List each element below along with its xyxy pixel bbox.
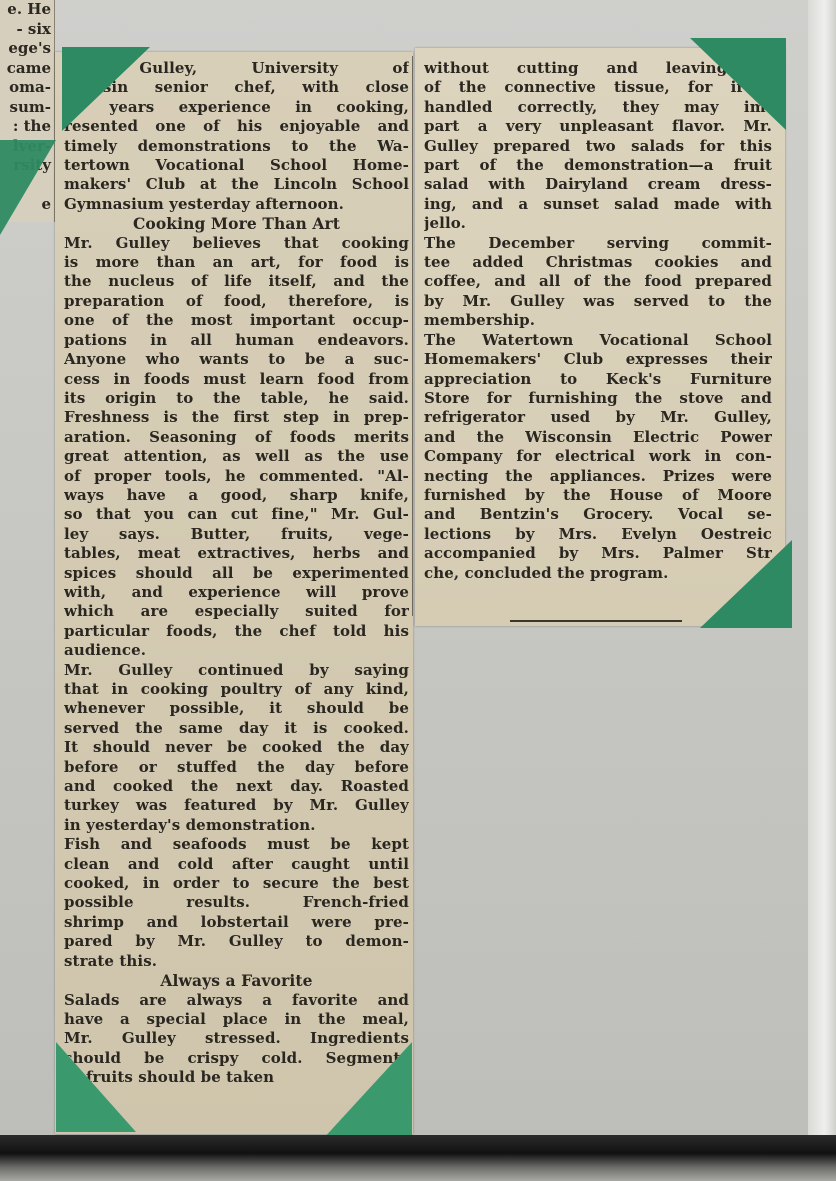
article-text-line: Fish and seafoods must be kept (64, 835, 409, 854)
article-text-line: Mr. Gulley believes that cooking (64, 233, 409, 252)
album-bottom-edge (0, 1135, 836, 1181)
article-text-line: whenever possible, it should be (64, 699, 409, 718)
article-text-line: jello. (424, 214, 466, 233)
article-text-line: that in cooking poultry of any kind, (64, 680, 409, 698)
article-text-line: great attention, as well as the use (64, 447, 409, 466)
article-text-line: cess in foods must learn food from (64, 369, 409, 388)
article-text-line: without cutting and leaving in (424, 59, 772, 77)
article-text-line: is more than an art, for food is (64, 253, 409, 272)
article-text-line: necting the appliances. Prizes were (424, 466, 772, 485)
article-text-line: furnished by the House of Moore (424, 485, 772, 504)
previous-clipping-line: e. He (7, 0, 51, 18)
article-subheading: Cooking More Than Art (132, 214, 341, 234)
previous-clipping-line: : the (12, 117, 51, 135)
article-text-line: The December serving commit- (424, 233, 772, 252)
article-text-line: and Bentzin's Grocery. Vocal se- (424, 505, 772, 524)
article-text-line: in yesterday's demonstration. (64, 815, 316, 834)
article-text-line: refrigerator used by Mr. Gulley, (424, 408, 772, 427)
article-text-line: che, concluded the program. (424, 563, 669, 582)
article-text-line: by Mr. Gulley was served to the (424, 291, 772, 310)
previous-clipping-line: rsity (13, 156, 51, 174)
article-text-line: have a special place in the meal, (64, 1009, 409, 1028)
article-text-line: Mr. Gulley stressed. Ingredients (64, 1029, 409, 1048)
photo-corner-bottom-right (700, 540, 792, 628)
article-text-line: particular foods, the chef told his (64, 621, 409, 640)
previous-clipping-line: sum- (9, 97, 51, 116)
article-text-line: membership. (424, 311, 536, 330)
article-text-line: handled correctly, they may im- (424, 97, 772, 116)
photo-corner-top-left (62, 47, 150, 131)
article-text-line: coffee, and all of the food prepared (424, 272, 772, 291)
article-text-line: clean and cold after caught until (64, 854, 409, 873)
article-text-line: ways have a good, sharp knife, (64, 485, 409, 504)
column-divider (412, 56, 413, 616)
article-text-line: before or stuffed the day before (64, 757, 409, 776)
photo-corner-bottom-center (322, 1042, 412, 1140)
article-text-line: shrimp and lobstertail were pre- (64, 912, 409, 931)
article-text-line: salad with Dairyland cream dress- (424, 175, 772, 194)
article-text-line: It should never be cooked the day (64, 738, 409, 757)
article-text-line: with, and experience will prove (64, 582, 409, 601)
article-text-line: ley says. Butter, fruits, vege- (64, 524, 409, 543)
article-text-line: should be crispy cold. Segments (64, 1048, 409, 1067)
article-text-line: tables, meat extractives, herbs and (64, 544, 409, 563)
article-text-line: of the connective tissue, for if n (424, 78, 772, 97)
article-text-line: cooked, in order to secure the best (64, 874, 409, 893)
article-end-rule (510, 620, 682, 622)
article-text-line: so that you can cut fine," Mr. Gul- (64, 505, 409, 524)
article-text-line: accompanied by Mrs. Palmer Str (424, 544, 772, 563)
previous-clipping-line: ege's (8, 39, 51, 57)
article-text-line: pared by Mr. Gulley to demon- (64, 932, 409, 951)
article-text-line: lections by Mrs. Evelyn Oestreic (424, 524, 772, 543)
article-text-line: part of the demonstration—a fruit (424, 156, 772, 175)
article-text-line: preparation of food, therefore, is (64, 291, 409, 310)
album-binder-edge (808, 0, 836, 1181)
article-text-line: on Gulley, University of (64, 59, 409, 77)
article-text-line: Gulley prepared two salads for this (424, 136, 772, 155)
article-text-line: possible results. French-fried (64, 893, 409, 912)
article-text-line: of fruits should be taken (64, 1068, 275, 1087)
article-text-line: Homemakers' Club expresses their (424, 350, 772, 369)
article-text-line: and the Wisconsin Electric Power (424, 427, 772, 446)
article-subheading: Always a Favorite (160, 971, 313, 991)
article-left-column-text (64, 59, 409, 1088)
previous-clipping-line: came (6, 58, 51, 77)
article-text-line: strate this. (64, 951, 158, 970)
article-text-line: ing, and a sunset salad made with (424, 194, 772, 213)
previous-clipping-line: lver- (12, 136, 51, 155)
article-text-line: its origin to the table, he said. (64, 388, 409, 407)
article-text-line: Anyone who wants to be a suc- (64, 350, 409, 369)
article-text-line: The Watertown Vocational School (424, 330, 772, 349)
article-text-line: Gymnasium yesterday afternoon. (64, 194, 344, 213)
article-text-line: turkey was featured by Mr. Gulley (64, 796, 409, 815)
article-text-line: aration. Seasoning of foods merits (64, 427, 409, 446)
article-right-column-text (424, 59, 772, 583)
article-text-line: Salads are always a favorite and (64, 990, 409, 1009)
article-text-line: audience. (64, 641, 147, 660)
article-text-line: makers' Club at the Lincoln School (64, 175, 409, 194)
article-text-line: Store for furnishing the stove and (424, 388, 772, 407)
article-text-line: pations in all human endeavors. (64, 330, 409, 349)
article-text-line: which are especially suited for (64, 602, 409, 621)
photo-corner-previous (0, 140, 56, 235)
article-text-line: Mr. Gulley continued by saying (64, 660, 409, 679)
article-text-line: appreciation to Keck's Furniture (424, 369, 772, 388)
article-text-line: the nucleus of life itself, and the (64, 272, 409, 291)
article-text-line: sconsin senior chef, with close (64, 78, 409, 97)
article-text-line: Company for electrical work in con- (424, 447, 772, 466)
article-text-line: tertown Vocational School Home- (64, 156, 409, 175)
article-text-line: served the same day it is cooked. (64, 718, 409, 737)
article-text-line: Freshness is the first step in prep- (64, 408, 409, 427)
article-text-line: 30 years experience in cooking, (64, 97, 409, 116)
article-text-line: of proper tools, he commented. "Al- (64, 466, 409, 485)
article-text-line: tee added Christmas cookies and (424, 253, 772, 272)
article-text-line: part a very unpleasant flavor. Mr. (424, 117, 772, 136)
article-text-line: timely demonstrations to the Wa- (64, 136, 409, 155)
article-text-line: resented one of his enjoyable and (64, 117, 409, 136)
photo-corner-bottom-left (56, 1042, 136, 1132)
article-text-line: spices should all be experimented (64, 563, 409, 582)
photo-corner-top-right (690, 38, 786, 130)
article-text-line: one of the most important occup- (64, 311, 409, 330)
previous-clipping-line: e (41, 195, 51, 213)
previous-clipping-line: oma- (9, 78, 51, 96)
previous-clipping-line: - six (16, 19, 51, 38)
article-text-line: and cooked the next day. Roasted (64, 777, 409, 796)
